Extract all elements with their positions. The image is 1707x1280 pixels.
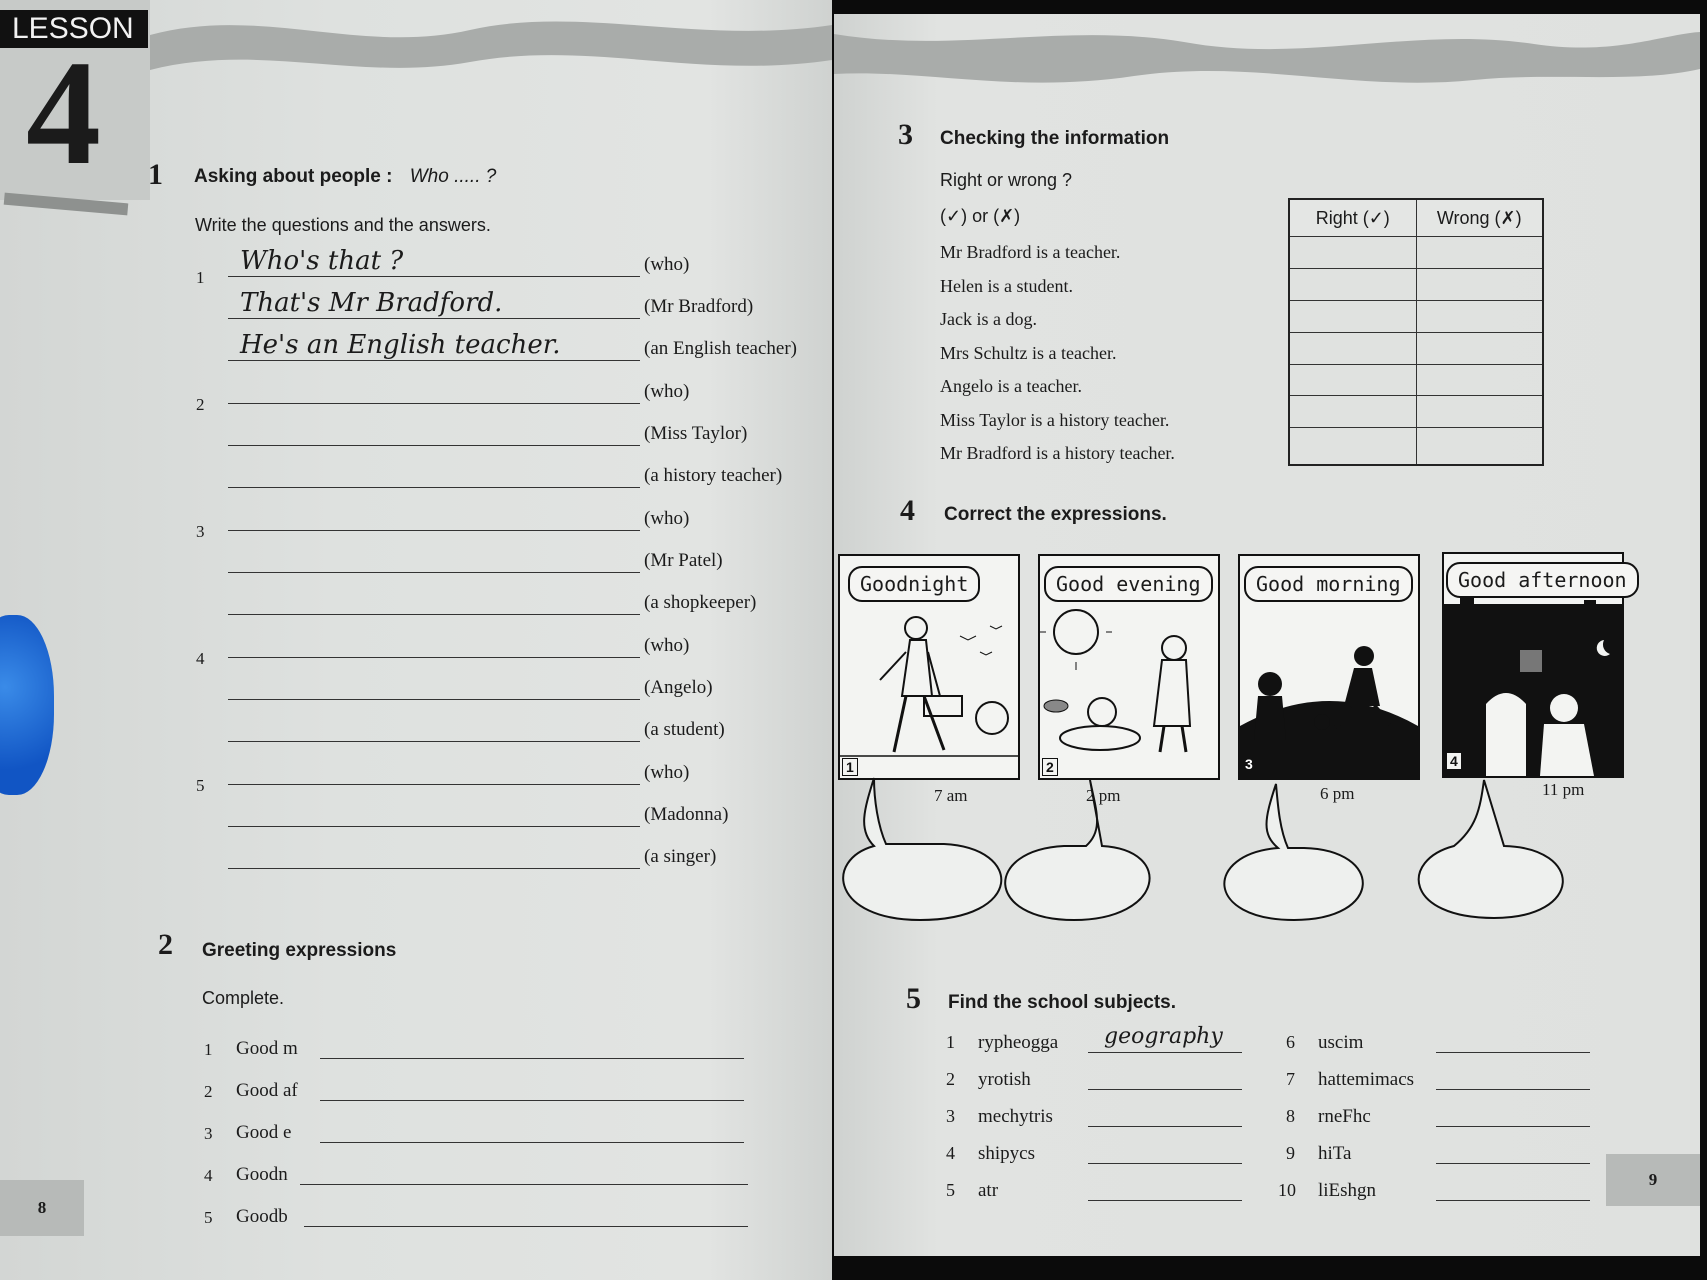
ex1-hint: (Madonna) bbox=[644, 804, 729, 825]
ex5-answer-line[interactable] bbox=[1436, 1089, 1590, 1090]
ex5-answer-line[interactable] bbox=[1088, 1052, 1242, 1053]
ex3-statement: Mr Bradford is a teacher. bbox=[940, 242, 1121, 262]
scrambled-word: mechytris bbox=[978, 1106, 1053, 1127]
ex1-item-number: 2 bbox=[196, 395, 205, 414]
answer-line[interactable] bbox=[228, 614, 640, 615]
ex2-answer-line[interactable] bbox=[300, 1184, 748, 1185]
ex3-statement: Jack is a dog. bbox=[940, 309, 1037, 329]
ex2-prompt: Good e bbox=[236, 1122, 292, 1143]
answer-line[interactable] bbox=[228, 572, 640, 573]
ex5-item-number: 8 bbox=[1286, 1106, 1295, 1126]
ex5-number: 5 bbox=[906, 982, 921, 1015]
panel-4-time: 11 pm bbox=[1542, 780, 1585, 799]
ex2-prompt: Good m bbox=[236, 1038, 298, 1059]
ex5-item-number: 1 bbox=[946, 1032, 955, 1052]
panel-2-time: 2 pm bbox=[1086, 786, 1121, 805]
ex1-title-italic: Who ..... ? bbox=[409, 166, 497, 187]
wrong-cell[interactable] bbox=[1416, 268, 1543, 300]
ex1-hint: (who) bbox=[644, 381, 690, 402]
scrambled-word: uscim bbox=[1318, 1032, 1364, 1053]
scrambled-word: atr bbox=[978, 1180, 999, 1201]
answer-line[interactable] bbox=[228, 784, 640, 785]
handwritten-answer[interactable]: geography bbox=[1104, 1024, 1223, 1049]
panel-1-speech-bubble: Goodnight bbox=[848, 566, 980, 602]
answer-line[interactable] bbox=[228, 318, 640, 319]
ex2-answer-line[interactable] bbox=[320, 1100, 744, 1101]
right-cell[interactable] bbox=[1289, 332, 1416, 364]
page-number-right: 9 bbox=[1606, 1154, 1700, 1206]
ex1-item-number: 1 bbox=[196, 268, 205, 287]
table-row bbox=[1289, 364, 1543, 396]
answer-line[interactable] bbox=[228, 360, 640, 361]
lesson-label: LESSON bbox=[0, 10, 148, 48]
ex2-item-number: 3 bbox=[204, 1124, 213, 1143]
ex1-hint: (an English teacher) bbox=[644, 338, 797, 359]
right-cell[interactable] bbox=[1289, 300, 1416, 332]
answer-line[interactable] bbox=[228, 868, 640, 869]
ex3-statement: Helen is a student. bbox=[940, 275, 1073, 296]
ex5-item-number: 10 bbox=[1278, 1180, 1296, 1200]
panel-1-number: 1 bbox=[842, 758, 858, 776]
ex4-title: Correct the expressions. bbox=[944, 504, 1167, 525]
panel-4-speech-bubble: Good afternoon bbox=[1446, 562, 1639, 598]
ex2-title: Greeting expressions bbox=[202, 940, 397, 961]
ex1-hint: (Mr Bradford) bbox=[644, 296, 754, 317]
panel-1-time: 7 am bbox=[934, 786, 968, 805]
ex1-item-number: 4 bbox=[196, 649, 205, 668]
ex5-answer-line[interactable] bbox=[1088, 1163, 1242, 1164]
ex4-number: 4 bbox=[900, 494, 915, 527]
table-row bbox=[1289, 268, 1543, 300]
panel-4-number: 4 bbox=[1446, 752, 1462, 770]
header-wave-decoration-right bbox=[834, 14, 1700, 104]
answer-line[interactable] bbox=[228, 657, 640, 658]
scrambled-word: shipycs bbox=[978, 1143, 1035, 1164]
panel-3-number: 3 bbox=[1242, 756, 1256, 772]
ex1-hint: (a shopkeeper) bbox=[644, 592, 757, 613]
page-number-left: 8 bbox=[0, 1180, 84, 1236]
scrambled-word: liEshgn bbox=[1318, 1180, 1377, 1201]
ex5-answer-line[interactable] bbox=[1088, 1089, 1242, 1090]
ex3-title: Checking the information bbox=[940, 128, 1170, 149]
ex5-answer-line[interactable] bbox=[1088, 1126, 1242, 1127]
ex1-hint: (who) bbox=[644, 508, 690, 529]
ex1-hint: (Angelo) bbox=[644, 677, 713, 698]
table-row bbox=[1289, 428, 1543, 465]
handwritten-answer[interactable]: Who's that ? bbox=[240, 246, 404, 276]
scrambled-word: hattemimacs bbox=[1318, 1069, 1415, 1090]
right-page bbox=[834, 14, 1700, 1256]
col-right-header: Right (✓) bbox=[1289, 199, 1416, 237]
table-row bbox=[1289, 332, 1543, 364]
wrong-cell[interactable] bbox=[1416, 332, 1543, 364]
ex1-instruction: Write the questions and the answers. bbox=[195, 215, 491, 235]
scrambled-word: rneFhc bbox=[1318, 1106, 1371, 1127]
ex5-item-number: 2 bbox=[946, 1069, 955, 1089]
ex2-prompt: Good af bbox=[236, 1080, 298, 1101]
wrong-cell[interactable] bbox=[1416, 300, 1543, 332]
ex5-answer-line[interactable] bbox=[1436, 1163, 1590, 1164]
scrambled-word: hiTa bbox=[1318, 1143, 1352, 1164]
answer-line[interactable] bbox=[228, 826, 640, 827]
ex3-statement: Mrs Schultz is a teacher. bbox=[940, 342, 1117, 363]
ex2-number: 2 bbox=[158, 928, 173, 961]
panel-2-speech-bubble: Good evening bbox=[1044, 566, 1213, 602]
lesson-badge bbox=[0, 0, 150, 200]
ex2-instruction: Complete. bbox=[202, 988, 285, 1008]
answer-line[interactable] bbox=[228, 699, 640, 700]
ex5-item-number: 3 bbox=[946, 1106, 955, 1126]
ex2-answer-line[interactable] bbox=[320, 1142, 744, 1143]
ex1-title-text: Asking about people : bbox=[194, 166, 393, 187]
table-row bbox=[1289, 396, 1543, 428]
wrong-cell[interactable] bbox=[1416, 237, 1543, 269]
ex1-hint: (who) bbox=[644, 254, 690, 275]
answer-bubble-4 bbox=[1419, 780, 1563, 918]
handwritten-answer[interactable]: He's an English teacher. bbox=[240, 330, 561, 360]
answer-line[interactable] bbox=[228, 445, 640, 446]
answer-line[interactable] bbox=[228, 487, 640, 488]
ex3-number: 3 bbox=[898, 118, 913, 151]
ex2-answer-line[interactable] bbox=[320, 1058, 744, 1059]
right-cell[interactable] bbox=[1289, 428, 1416, 465]
ex1-item-number: 3 bbox=[196, 522, 205, 541]
ex5-answer-line[interactable] bbox=[1436, 1126, 1590, 1127]
panel-2-number: 2 bbox=[1042, 758, 1058, 776]
ex5-title: Find the school subjects. bbox=[948, 992, 1177, 1013]
left-page bbox=[0, 0, 832, 1280]
answer-line[interactable] bbox=[228, 530, 640, 531]
ex1-hint: (who) bbox=[644, 762, 690, 783]
ex2-item-number: 1 bbox=[204, 1040, 213, 1059]
ex5-item-number: 7 bbox=[1286, 1069, 1295, 1089]
ex2-prompt: Goodn bbox=[236, 1164, 288, 1185]
answer-line[interactable] bbox=[228, 403, 640, 404]
panel-3-time: 6 pm bbox=[1320, 784, 1355, 803]
ex1-hint: (Miss Taylor) bbox=[644, 423, 748, 444]
ex5-item-number: 6 bbox=[1286, 1032, 1295, 1052]
ex5-answer-line[interactable] bbox=[1436, 1200, 1590, 1201]
right-cell[interactable] bbox=[1289, 396, 1416, 428]
ex5-item-number: 4 bbox=[946, 1143, 955, 1163]
wrong-cell[interactable] bbox=[1416, 396, 1543, 428]
right-cell[interactable] bbox=[1289, 268, 1416, 300]
scrambled-word: rypheogga bbox=[978, 1032, 1059, 1053]
ex3-marks: (✓) or (✗) bbox=[940, 206, 1021, 226]
ex5-item-number: 5 bbox=[946, 1180, 955, 1200]
ex3-statement: Miss Taylor is a history teacher. bbox=[940, 409, 1170, 430]
answer-bubble-1 bbox=[843, 778, 1001, 920]
scrambled-word: yrotish bbox=[978, 1069, 1031, 1090]
ex1-number: 1 bbox=[148, 158, 163, 191]
ex1-hint: (Mr Patel) bbox=[644, 550, 723, 571]
wrong-cell[interactable] bbox=[1416, 364, 1543, 396]
table-row bbox=[1289, 300, 1543, 332]
ex2-item-number: 2 bbox=[204, 1082, 213, 1101]
right-wrong-table bbox=[1288, 198, 1544, 466]
ex2-prompt: Goodb bbox=[236, 1206, 288, 1227]
ex2-answer-line[interactable] bbox=[304, 1226, 748, 1227]
answer-line[interactable] bbox=[228, 276, 640, 277]
answer-speech-bubbles bbox=[834, 770, 1700, 930]
ex1-hint: (a student) bbox=[644, 719, 725, 740]
ex3-statement: Angelo is a teacher. bbox=[940, 376, 1082, 396]
answer-bubble-2 bbox=[1005, 780, 1149, 920]
wrong-cell[interactable] bbox=[1416, 428, 1543, 465]
ex1-hint: (a singer) bbox=[644, 846, 717, 867]
ex5-answer-line[interactable] bbox=[1088, 1200, 1242, 1201]
ex5-item-number: 9 bbox=[1286, 1143, 1295, 1163]
ex1-hint: (a history teacher) bbox=[644, 465, 783, 486]
answer-bubble-3 bbox=[1224, 784, 1362, 920]
right-cell[interactable] bbox=[1289, 364, 1416, 396]
ex3-instruction: Right or wrong ? bbox=[940, 170, 1073, 190]
col-wrong-header: Wrong (✗) bbox=[1416, 199, 1543, 237]
ex1-item-number: 5 bbox=[196, 776, 205, 795]
ex2-item-number: 5 bbox=[204, 1208, 213, 1227]
ex2-item-number: 4 bbox=[204, 1166, 213, 1185]
ex5-answer-line[interactable] bbox=[1436, 1052, 1590, 1053]
ex1-title bbox=[194, 166, 496, 188]
answer-line[interactable] bbox=[228, 741, 640, 742]
handwritten-answer[interactable]: That's Mr Bradford. bbox=[240, 288, 503, 318]
panel-3-speech-bubble: Good morning bbox=[1244, 566, 1413, 602]
lesson-number: 4 bbox=[26, 30, 101, 196]
ex1-hint: (who) bbox=[644, 635, 690, 656]
right-cell[interactable] bbox=[1289, 237, 1416, 269]
ex3-statement: Mr Bradford is a history teacher. bbox=[940, 443, 1175, 463]
table-row bbox=[1289, 237, 1543, 269]
